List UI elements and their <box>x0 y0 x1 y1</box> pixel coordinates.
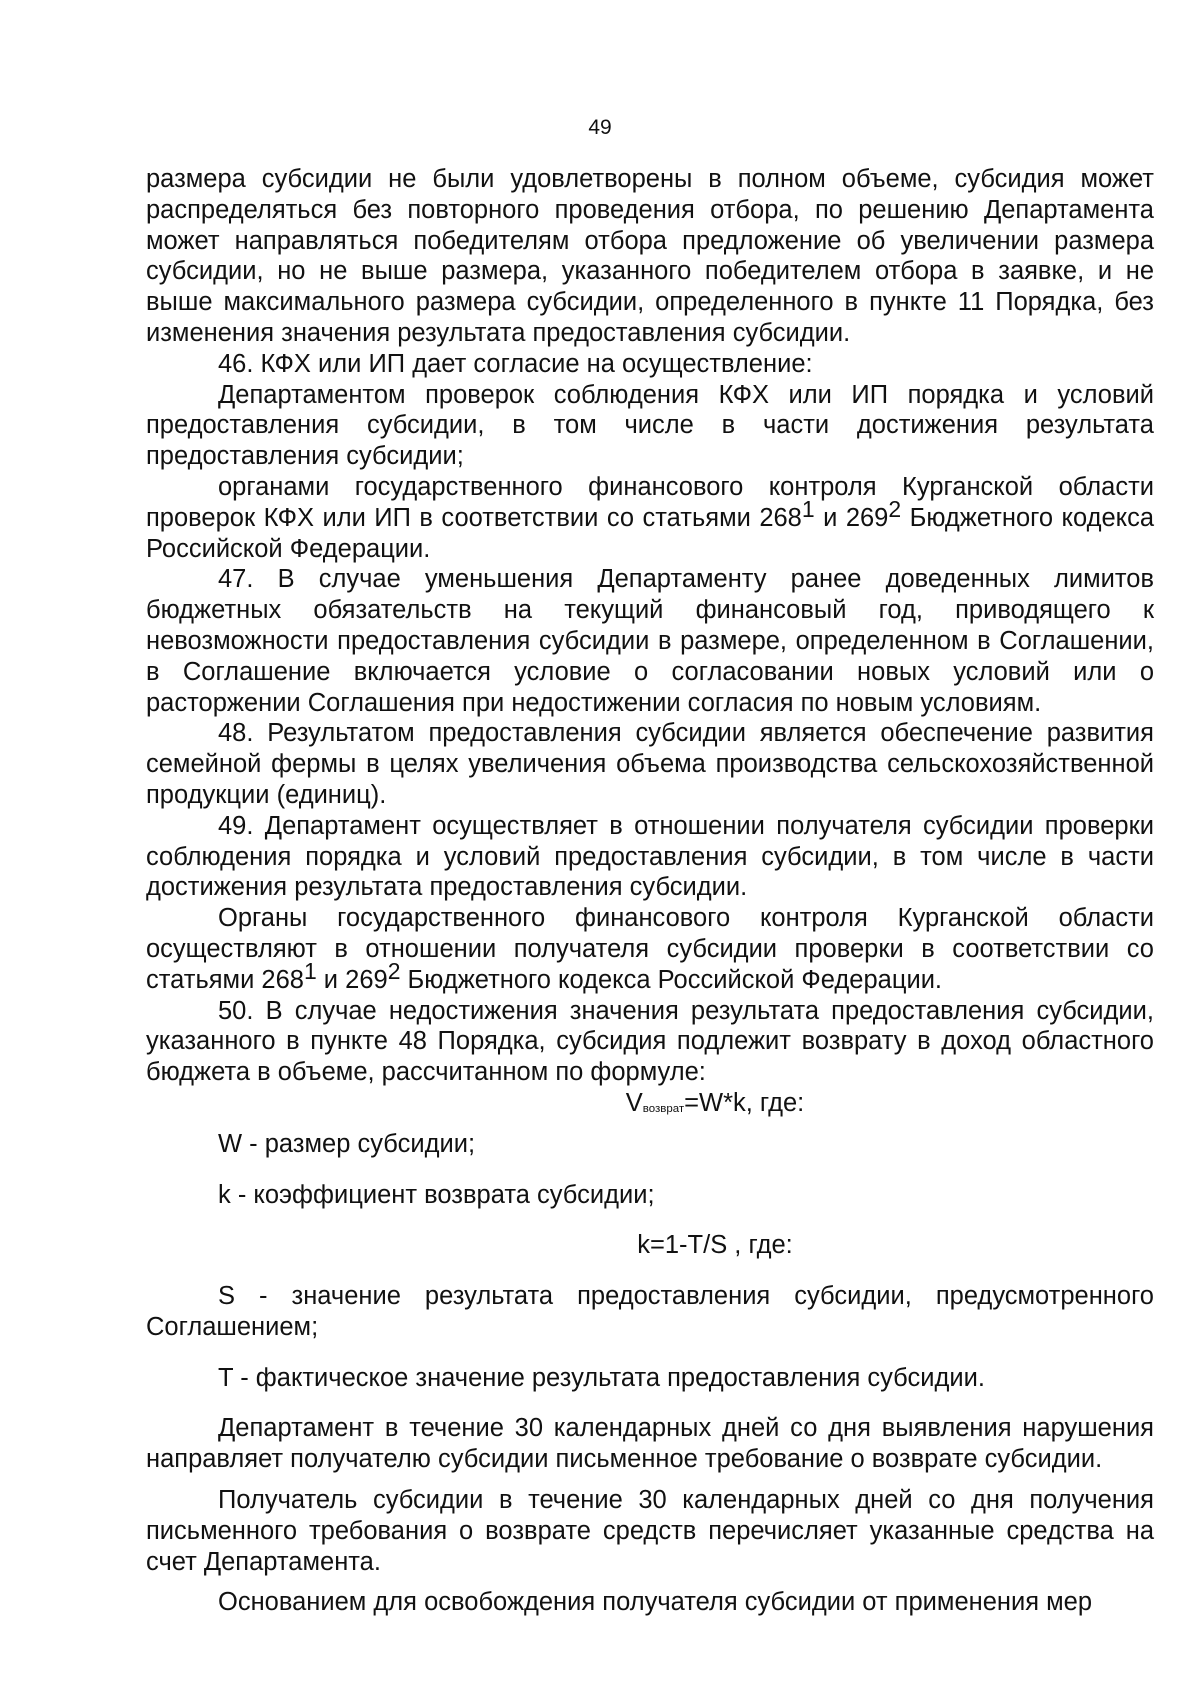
text-segment: Органы государственного финансового контроля Курганской области осуществляют в отношении получателя субсидии проверки в соответствии со статьями 268 <box>146 904 1154 994</box>
definition-t: T - фактическое значение результата предоставления субсидии. <box>218 1363 985 1392</box>
paragraph-49-control-bodies <box>146 903 1154 995</box>
formula-variable: V <box>625 1088 643 1117</box>
page-number: 49 <box>588 116 612 139</box>
text-segment: органами государственного финансового контроля Курганской области проверок КФХ или ИП в соответствии со статьями 268 <box>146 472 1154 532</box>
superscript: 2 <box>387 957 401 984</box>
formula-return-volume <box>146 1088 1154 1119</box>
paragraph-recipient-return: Получатель субсидии в течение 30 календарных дней со дня получения письменного требования о возврате средств перечисляет указанные средства на счет Департамента. <box>146 1486 1154 1576</box>
definition-s: S - значение результата предоставления субсидии, предусмотренного Соглашением; <box>146 1282 1154 1341</box>
text-segment: Бюджетного кодекса Российской Федерации. <box>400 965 943 994</box>
text-segment: Бюджетного кодекса Российской Федерации. <box>146 503 1155 563</box>
paragraph-46: 46. КФХ или ИП дает согласие на осуществление: <box>218 349 813 378</box>
paragraph-46-item-control-bodies <box>146 472 1154 564</box>
formula-coefficient: k=1-T/S , где: <box>637 1231 793 1260</box>
definition-k: k - коэффициент возврата субсидии; <box>218 1180 655 1209</box>
paragraph-49: 49. Департамент осуществляет в отношении получателя субсидии проверки соблюдения порядка и условий предоставления субсидии, в том числе в части достижения результата предоставления субсидии. <box>146 811 1154 902</box>
paragraph-46-item-department: Департаментом проверок соблюдения КФХ или ИП порядка и условий предоставления субсидии, в том числе в части достижения результата предоставления субсидии; <box>146 380 1154 471</box>
text-segment: и 269 <box>814 503 889 532</box>
paragraph-47: 47. В случае уменьшения Департаменту ранее доведенных лимитов бюджетных обязательств на текущий финансовый год, приводящего к невозможности предоставления субсидии в размере, определенном в Соглашении, в Соглашение включается условие о согласовании новых условий или о расторжении Соглашения при недостижении согласия по новым условиям. <box>146 565 1154 717</box>
superscript: 1 <box>801 495 815 522</box>
paragraph-48: 48. Результатом предоставления субсидии является обеспечение развития семейной фермы в целях увеличения объема производства сельскохозяйственной продукции (единиц). <box>146 719 1154 809</box>
paragraph-department-demand: Департамент в течение 30 календарных дней со дня выявления нарушения направляет получателю субсидии письменное требование о возврате субсидии. <box>146 1414 1154 1474</box>
document-body <box>146 164 1154 1618</box>
paragraph-50: 50. В случае недостижения значения результата предоставления субсидии, указанного в пункте 48 Порядка, субсидия подлежит возврату в доход областного бюджета в объеме, рассчитанном по формуле: <box>146 996 1154 1087</box>
formula-subscript: возврат <box>642 1103 685 1116</box>
paragraph-continuation: размера субсидии не были удовлетворены в полном объеме, субсидия может распределяться без повторного проведения отбора, по решению Департамента может направляться победителям отбора предложение об увеличении размера субсидии, но не выше размера, указанного победителем отбора в заявке, и не выше максимального размера субсидии, определенного в пункте 11 Порядка, без изменения значения результата предоставления субсидии. <box>146 165 1154 347</box>
text-segment: и 269 <box>316 965 388 994</box>
formula-expression: =W*k, где: <box>684 1088 805 1117</box>
superscript: 1 <box>303 957 317 984</box>
paragraph-basis-exemption: Основанием для освобождения получателя субсидии от применения мер <box>218 1588 1093 1617</box>
definition-w: W - размер субсидии; <box>218 1129 476 1158</box>
superscript: 2 <box>888 495 902 522</box>
